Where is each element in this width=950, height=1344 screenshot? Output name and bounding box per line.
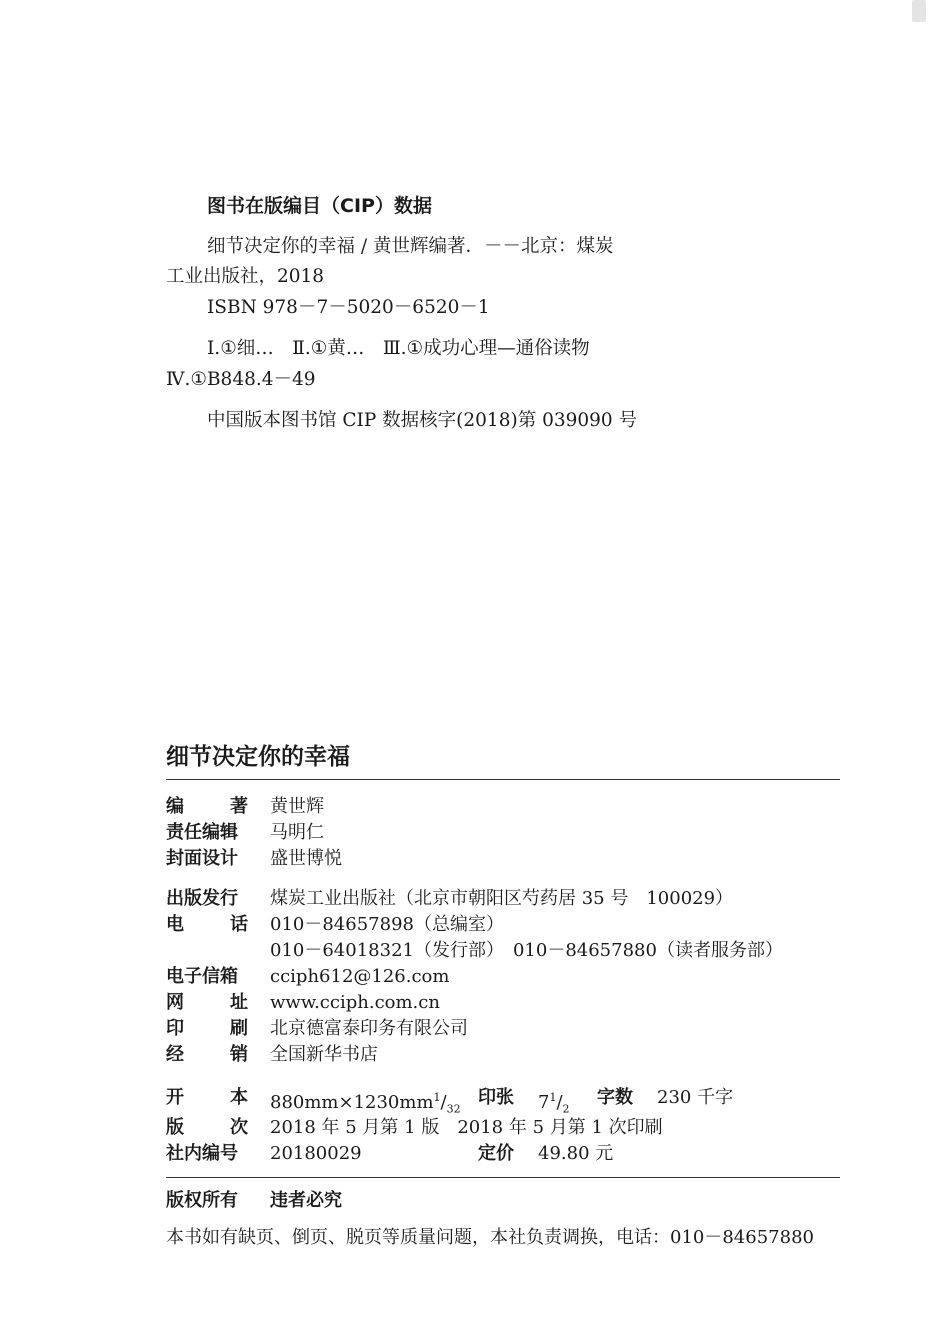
credit-value: 马明仁 <box>270 822 324 843</box>
credit-value: 全国新华书店 <box>270 1044 378 1065</box>
credit-label: 电子信箱 <box>166 966 238 987</box>
credit-label: 网 址 <box>166 992 248 1013</box>
credit-value: 盛世博悦 <box>270 848 342 869</box>
spec-words-value: 230 千字 <box>657 1087 734 1108</box>
spec-value: 2018 年 5 月第 1 版 2018 年 5 月第 1 次印刷 <box>270 1117 663 1138</box>
corner-mark <box>912 0 926 22</box>
credit-value: 北京德富泰印务有限公司 <box>270 1018 468 1039</box>
credit-label: 印 刷 <box>166 1018 248 1039</box>
cip-classification-1: Ⅰ.①细… Ⅱ.①黄… Ⅲ.①成功心理—通俗读物 <box>207 338 590 359</box>
spec-words-label: 字数 <box>597 1087 633 1108</box>
credit-label: 电 话 <box>166 914 248 935</box>
spec-sheets-label: 印张 <box>478 1087 514 1108</box>
credit-label: 经 销 <box>166 1044 248 1065</box>
cip-line-2: 工业出版社，2018 <box>166 266 325 287</box>
spec-value: 20180029 <box>270 1143 362 1164</box>
credit-label: 出版发行 <box>166 888 238 909</box>
cip-record-number: 中国版本图书馆 CIP 数据核字(2018)第 039090 号 <box>207 410 638 431</box>
copyright-divider <box>166 1177 840 1178</box>
spec-label: 社内编号 <box>166 1143 238 1164</box>
credit-value: www.cciph.com.cn <box>270 992 440 1013</box>
spec-format-value: $880mm\times 1230mm^1/_{32}$ <box>270 1091 461 1116</box>
book-title: 细节决定你的幸福 <box>166 744 350 770</box>
credit-label: 责任编辑 <box>166 822 238 843</box>
copyright-value: 违者必究 <box>270 1190 342 1211</box>
spec-price-label: 定价 <box>478 1143 514 1164</box>
credit-label: 编 著 <box>166 796 248 817</box>
spec-sheets-value: $7^1/_2$ <box>538 1091 570 1116</box>
cip-heading: 图书在版编目（CIP）数据 <box>207 195 432 217</box>
spec-price-value: 49.80 元 <box>538 1143 614 1164</box>
spec-label: 开 本 <box>166 1087 248 1108</box>
copyright-label: 版权所有 <box>166 1190 238 1211</box>
copyright-notice: 本书如有缺页、倒页、脱页等质量问题，本社负责调换，电话：010－84657880 <box>166 1227 814 1248</box>
cip-classification-2: Ⅳ.①B848.4－49 <box>166 369 316 390</box>
credit-value: 黄世辉 <box>270 796 324 817</box>
credit-value: 煤炭工业出版社（北京市朝阳区芍药居 35 号 100029） <box>270 888 734 909</box>
cip-line-1: 细节决定你的幸福 / 黄世辉编著．－－北京：煤炭 <box>207 236 614 257</box>
credit-label: 封面设计 <box>166 848 238 869</box>
spec-label: 版 次 <box>166 1117 248 1138</box>
title-divider <box>166 779 840 780</box>
credit-value: 010－84657898（总编室） <box>270 914 504 935</box>
credit-value: cciph612@126.com <box>270 966 450 987</box>
credit-value: 010－64018321（发行部） 010－84657880（读者服务部） <box>270 940 783 961</box>
cip-isbn: ISBN 978－7－5020－6520－1 <box>207 297 490 318</box>
